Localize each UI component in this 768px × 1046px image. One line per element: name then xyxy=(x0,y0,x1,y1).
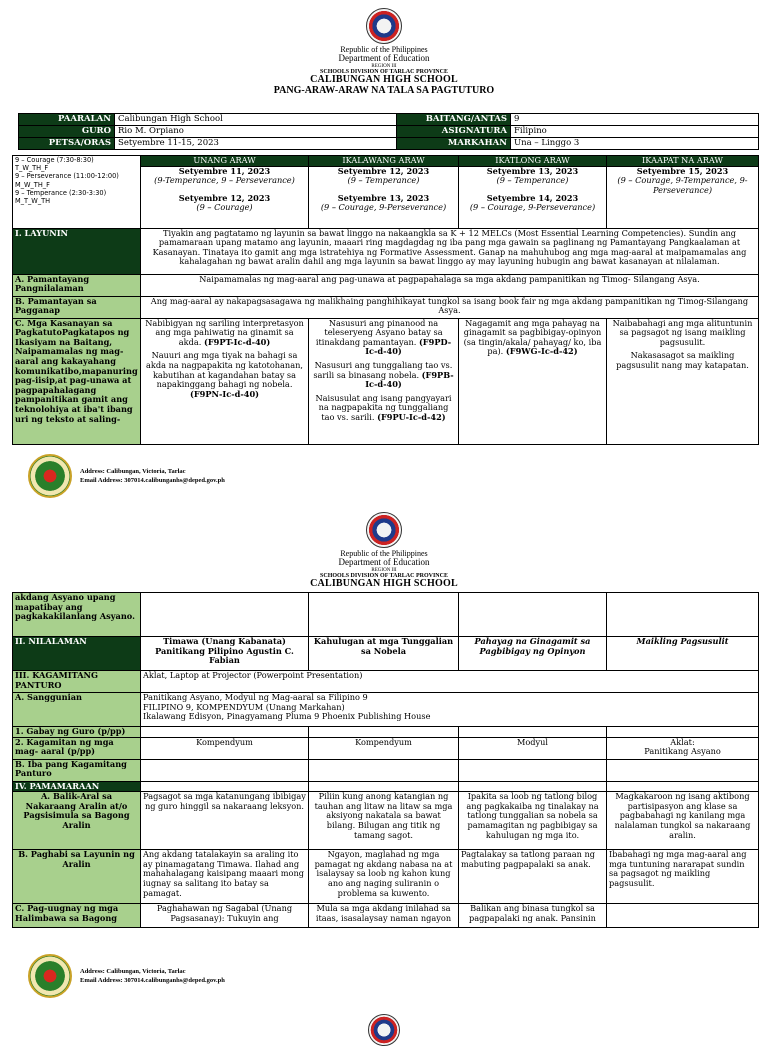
asignatura-value: Filipino xyxy=(511,126,759,138)
page-2 xyxy=(0,512,768,923)
day-2-balik-aral: Piliin kung anong katangian ng tauhan ang litaw na litaw sa mga aksiyong nakatala sa bawat bilang. Bilugan ang titik ng tamang sagot. xyxy=(309,792,459,850)
document-header xyxy=(0,8,768,96)
day-2-kasanayan: Nasusuri ang pinanood na teleseryeng Asyano batay sa itinakdang pamantayan. (F9PD-Ic-d-40) Nasusuri ang tunggaliang tao vs. sarili sa binasang nobela. (F9PB-Ic-d-40) Naisusulat ang isang pangyayari na nagpapakita ng tunggaliang tao vs. sarili. (F9PU-Ic-d-42) xyxy=(309,318,459,444)
nilalaman-label: II. NILALAMAN xyxy=(13,637,141,671)
kasanayan-label: C. Mga Kasanayan sa PagkatutoPagkatapos ng Ikasiyam na Baitang, Naipamamalas ng mag-aaral ang kakayahang komunikatibo,mapanuring pag-iisip,at pag-unawa at pagpapahalagang pampanitikan gamit ang teknolohiya at iba't ibang uri ng teksto at saling- xyxy=(13,318,141,444)
day-1-pag-uugnay: Paghahawan ng Sagabal (Unang Pagsasanay): Tukuyin ang xyxy=(141,904,309,928)
pangnilalaman-label: A. Pamantayang Pangnilalaman xyxy=(13,274,141,296)
day-3-balik-aral: Ipakita sa loob ng tatlong bilog ang pagkakaiba ng tinalakay na tatlong tunggalian sa nobela sa pamamagitan ng pagbibigay sa kahulugan ng mga ito. xyxy=(459,792,607,850)
day-1-paghabi: Ang akdang tatalakayin sa araling ito ay pinamagatang Timawa. Ilahad ang mahahalagang kaisipang maaari mong iugnay sa salitang ito batay sa pamagat. xyxy=(141,850,309,904)
republic-line: Republic of the Philippines xyxy=(340,45,428,54)
day-2-kagamitan: Kompendyum xyxy=(309,737,459,759)
footer-email: Email Address: 307014.calibunganhs@deped.gov.ph xyxy=(80,477,225,484)
page-1 xyxy=(0,8,768,424)
day-4-kasanayan: Naibabahagi ang mga alituntunin sa pagsagot ng isang maikling pagsusulit. Nakasasagot sa maikling pagsusulit nang may katapatan. xyxy=(607,318,759,444)
day-4-balik-aral: Magkakaroon ng isang aktibong partisipasyon ang klase sa pagbabahagi ng kanilang mga nalalaman tungkol sa nakaraang aralin. xyxy=(607,792,759,850)
day-1-kagamitan: Kompendyum xyxy=(141,737,309,759)
day-4-header: IKAAPAT NA ARAW xyxy=(607,156,759,167)
page-3-peek xyxy=(0,1012,768,1024)
pangnilalaman-text: Naipamamalas ng mag-aaral ang pag-unawa at pagpapahalaga sa mga akdang pampanitikan ng Timog- Silangang Asya. xyxy=(141,274,759,296)
plan-table-page-2 xyxy=(12,592,759,928)
balik-aral-label: A. Balik-Aral sa Nakaraang Aralin at/o Pagsisimula sa Bagong Aralin xyxy=(13,792,141,850)
day-2-header: IKALAWANG ARAW xyxy=(309,156,459,167)
sanggunian-text: Panitikang Asyano, Modyul ng Mag-aaral sa Filipino 9 FILIPINO 9, KOMPENDYUM (Unang Markahan) Ikalawang Edisyon, Pinagyamang Pluma 9 Phoenix Publishing House xyxy=(141,693,759,727)
footer-address: Address: Calibungan, Victoria, Tarlac xyxy=(80,968,186,975)
guro-value: Rio M. Orpiano xyxy=(115,126,397,138)
day-2-nilalaman: Kahulugan at mga Tunggalian sa Nobela xyxy=(309,637,459,671)
school-name: CALIBUNGAN HIGH SCHOOL xyxy=(310,578,458,590)
pag-uugnay-label: C. Pag-uugnay ng mga Halimbawa sa Bagong xyxy=(13,904,141,928)
school-logo-icon xyxy=(28,454,72,498)
document-title: PANG-ARAW-ARAW NA TALA SA PAGTUTURO xyxy=(273,84,495,96)
day-4-kagamitan: Aklat: Panitikang Asyano xyxy=(607,737,759,759)
school-name: CALIBUNGAN HIGH SCHOOL xyxy=(310,74,458,86)
day-3-kagamitan: Modyul xyxy=(459,737,607,759)
schedule-cell: 9 – Courage (7:30-8:30) T_W_TH_F 9 – Perseverance (11:00-12:00) M_W_TH_F 9 – Temperance (2:30-3:30) M_T_W_TH xyxy=(13,156,141,229)
footer-email: Email Address: 307014.calibunganhs@deped.gov.ph xyxy=(80,977,225,984)
pagganap-label: B. Pamantayan sa Pagganap xyxy=(13,296,141,318)
school-logo-icon xyxy=(28,954,72,998)
kagamitan-label: III. KAGAMITANG PANTURO xyxy=(13,671,141,693)
sanggunian-label: A. Sanggunian xyxy=(13,693,141,727)
division-line: SCHOOLS DIVISION OF TARLAC PROVINCE xyxy=(320,573,448,580)
paaralan-value: Calibungan High School xyxy=(115,114,397,126)
footer-address: Address: Calibungan, Victoria, Tarlac xyxy=(80,468,186,475)
footer-page-1 xyxy=(28,454,225,498)
iba-pang-label: B. Iba pang Kagamitang Panturo xyxy=(13,759,141,781)
paghabi-label: B. Paghabi sa Layunin ng Aralin xyxy=(13,850,141,904)
day-4-paghabi: Ibabahagi ng mga mag-aaral ang mga tuntuning nararapat sundin sa pagsagot ng maikling pagsusulit. xyxy=(607,850,759,904)
layunin-text: Tiyakin ang pagtatamo ng layunin sa bawat linggo na nakaangkla sa K + 12 MELCs (Most Essential Learning Competencies). Sundin ang pamamaraan upang matamo ang layunin, maaari ring magdagdag ng iba pang mga gawain sa paglinang ng Pamantayang Pangkaalaman at Kasanayan. Tinataya ito gamit ang mga istratehiya ng Formative Assessment. Ganap na mahuhubog ang mga mag-aaral at maipamamalas ang kahalagahan ng bawat aralin dahil ang mga layunin sa bawat linggo ay may layuning hubugin ang bawat kasanayan at nilalaman. xyxy=(141,228,759,274)
asignatura-label: ASIGNATURA xyxy=(397,126,511,138)
day-3-pag-uugnay: Balikan ang binasa tungkol sa pagpapalaki ng anak. Pansinin xyxy=(459,904,607,928)
gabay-label: 1. Gabay ng Guro (p/pp) xyxy=(13,727,141,738)
document-header-2 xyxy=(0,512,768,590)
region-line: REGION III xyxy=(371,63,397,69)
division-line: SCHOOLS DIVISION OF TARLAC PROVINCE xyxy=(320,69,448,76)
plan-table-page-1 xyxy=(12,155,759,445)
day-1-balik-aral: Pagsagot sa mga katanungang ibibigay ng guro hinggil sa nakaraang leksyon. xyxy=(141,792,309,850)
day-1-kasanayan: Nabibigyan ng sariling interpretasyon ang mga pahiwatig na ginamit sa akda. (F9PT-Ic-d-40) Nauuri ang mga tiyak na bahagi sa akda na nagpapakita ng katotohanan, kabutihan at kagandahan batay sa napakinggang bahagi ng nobela. (F9PN-Ic-d-40) xyxy=(141,318,309,444)
day-1-nilalaman: Timawa (Unang Kabanata) Panitikang Pilipino Agustin C. Fabian xyxy=(141,637,309,671)
guro-label: GURO xyxy=(19,126,115,138)
deped-seal-icon xyxy=(366,8,402,44)
day-1-header: UNANG ARAW xyxy=(141,156,309,167)
baitang-label: BAITANG/ANTAS xyxy=(397,114,511,126)
day-3-header: IKATLONG ARAW xyxy=(459,156,607,167)
department-line: Department of Education xyxy=(338,557,430,568)
day-4-dates: Setyembre 15, 2023 (9 – Courage, 9-Temperance, 9-Perseverance) xyxy=(607,166,759,228)
day-2-paghabi: Ngayon, maglahad ng mga pamagat ng akdang nabasa na at isalaysay sa loob ng kahon kung ano ang naging suliranin o problema sa kuwento. xyxy=(309,850,459,904)
day-3-dates: Setyembre 13, 2023 (9 – Temperance) Setyembre 14, 2023 (9 – Courage, 9-Perseverance) xyxy=(459,166,607,228)
republic-line: Republic of the Philippines xyxy=(340,549,428,558)
pagganap-text: Ang mag-aaral ay nakapagsasagawa ng malikhaing panghihikayat tungkol sa isang book fair ng mga akdang pampanitikan ng Timog-Silangang Asya. xyxy=(141,296,759,318)
markahan-value: Una – Linggo 3 xyxy=(511,138,759,150)
petsa-label: PETSA/ORAS xyxy=(19,138,115,150)
day-1-dates: Setyembre 11, 2023 (9-Temperance, 9 – Perseverance) Setyembre 12, 2023 (9 – Courage) xyxy=(141,166,309,228)
day-3-nilalaman: Pahayag na Ginagamit sa Pagbibigay ng Opinyon xyxy=(459,637,607,671)
day-3-paghabi: Pagtalakay sa tatlong paraan ng mabuting pagpapalaki sa anak. xyxy=(459,850,607,904)
markahan-label: MARKAHAN xyxy=(397,138,511,150)
kasanayan-continued-label: akdang Asyano upang mapatibay ang pagkakakilanlang Asyano. xyxy=(13,593,141,637)
department-line: Department of Education xyxy=(338,53,430,64)
paaralan-label: PAARALAN xyxy=(19,114,115,126)
day-3-kasanayan: Nagagamit ang mga pahayag na ginagamit sa pagbibigay-opinyon (sa tingin/akala/ pahayag/ ko, iba pa). (F9WG-Ic-d-42) xyxy=(459,318,607,444)
region-line: REGION III xyxy=(371,567,397,573)
baitang-value: 9 xyxy=(511,114,759,126)
deped-seal-icon xyxy=(366,512,402,548)
petsa-value: Setyembre 11-15, 2023 xyxy=(115,138,397,150)
day-4-nilalaman: Maikling Pagsusulit xyxy=(607,637,759,671)
kagamitan-aaral-label: 2. Kagamitan ng mga mag- aaral (p/pp) xyxy=(13,737,141,759)
pamamaraan-label: IV. PAMAMARAAN xyxy=(13,781,141,792)
layunin-label: I. LAYUNIN xyxy=(13,228,141,274)
day-2-pag-uugnay: Mula sa mga akdang inilahad sa itaas, isasalaysay naman ngayon xyxy=(309,904,459,928)
footer-page-2 xyxy=(28,954,225,998)
info-table xyxy=(18,113,759,150)
kagamitan-text: Aklat, Laptop at Projector (Powerpoint Presentation) xyxy=(141,671,759,693)
deped-seal-icon xyxy=(368,1014,400,1046)
day-2-dates: Setyembre 12, 2023 (9 – Temperance) Setyembre 13, 2023 (9 – Courage, 9-Perseverance) xyxy=(309,166,459,228)
